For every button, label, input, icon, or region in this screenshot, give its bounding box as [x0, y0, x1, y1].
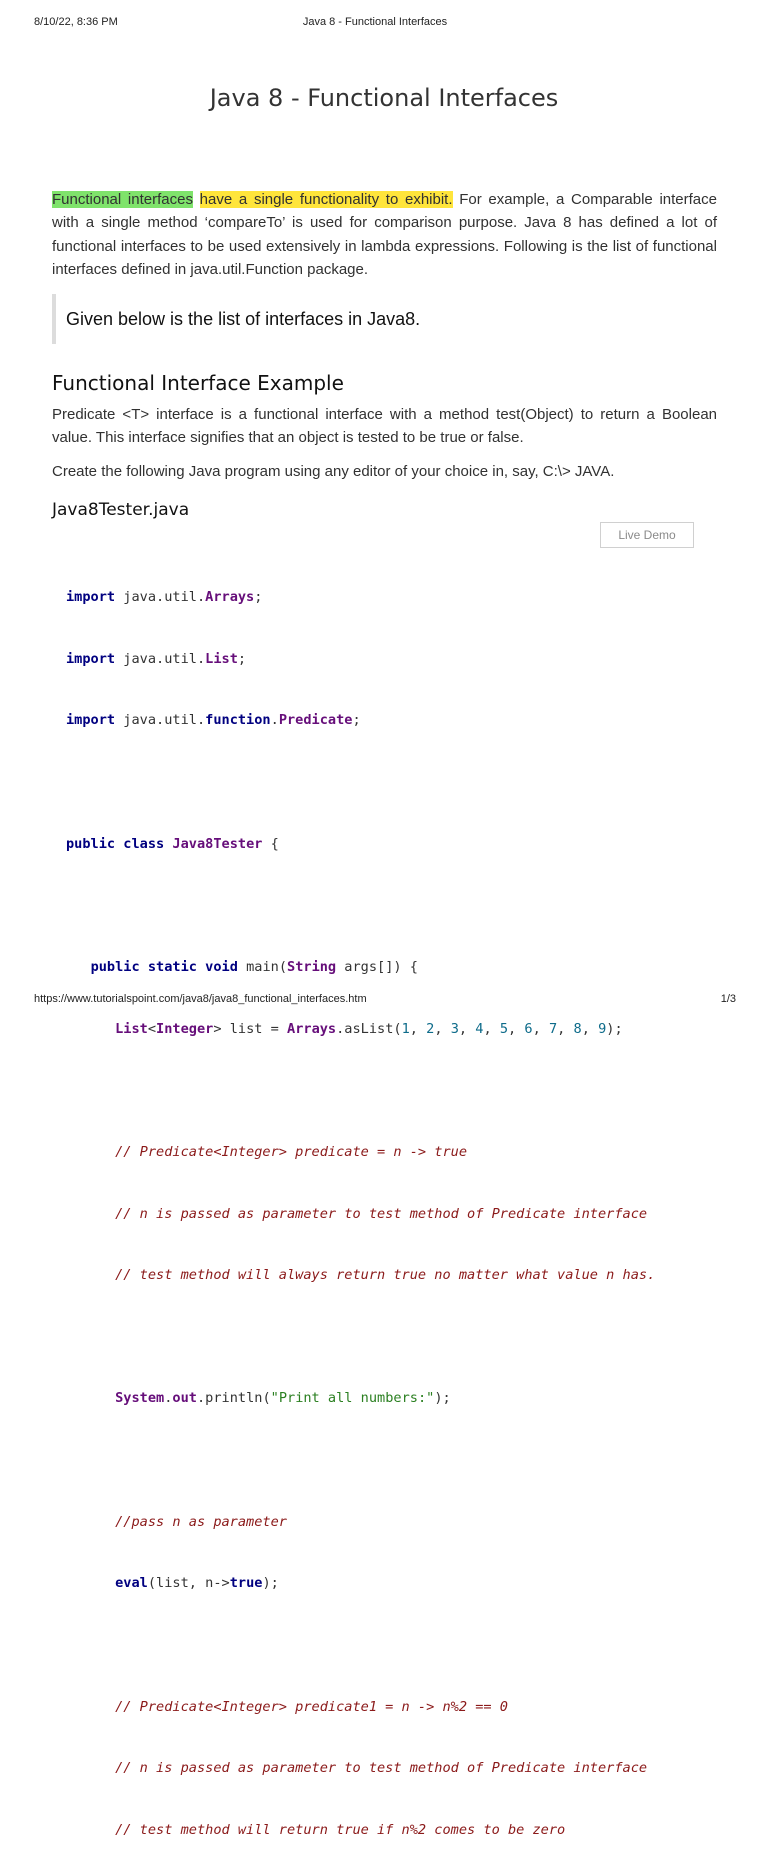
- code-token: function: [205, 712, 271, 729]
- print-title: Java 8 - Functional Interfaces: [302, 16, 448, 28]
- code-token: ,: [557, 1020, 574, 1037]
- code-token: 1: [401, 1020, 410, 1037]
- code-token: public: [66, 835, 116, 852]
- code-line: [66, 1388, 746, 1409]
- code-token: [66, 1021, 115, 1037]
- instruction-paragraph: Create the following Java program using any editor of your choice in, say, C:\> JAVA.: [52, 463, 615, 480]
- code-token: ,: [434, 1020, 451, 1037]
- print-url: https://www.tutorialspoint.com/java8/java8_functional_interfaces.htm: [34, 993, 367, 1005]
- code-token: out: [172, 1390, 197, 1407]
- code-token: [197, 959, 205, 975]
- code-token: System: [115, 1390, 165, 1407]
- code-block: [66, 546, 746, 1861]
- highlight-yellow: have a single functionality to exhibit.: [199, 191, 453, 208]
- code-token: 3: [450, 1020, 459, 1037]
- code-token: //pass n as parameter: [115, 1513, 287, 1530]
- code-token: Arrays: [287, 1020, 337, 1037]
- code-line: [66, 1204, 746, 1225]
- code-token: ;: [254, 589, 263, 606]
- code-line: [66, 1265, 746, 1286]
- code-token: 7: [548, 1020, 558, 1037]
- code-token: ,: [581, 1020, 599, 1037]
- code-token: Integer: [156, 1020, 214, 1037]
- intro-paragraph: [52, 188, 717, 281]
- code-line: [66, 1758, 746, 1779]
- code-token: // Predicate<Integer> predicate1 = n -> n%2 == 0: [115, 1698, 508, 1715]
- code-line: [66, 1697, 746, 1718]
- code-token: [140, 959, 148, 975]
- code-token: 6: [524, 1020, 533, 1037]
- intro-rest: For example, a Comparable interface with a single method ‘compareTo’ is used for comparison purpose. Java 8 has defined a lot of functional interfaces to be used extensively in lambda expressions. Following is the list of functional interfaces defined in java.util.Function package.: [52, 191, 717, 278]
- code-token: 8: [573, 1020, 582, 1037]
- code-token: .println(: [196, 1390, 271, 1407]
- code-token: java.util.: [115, 589, 206, 606]
- code-token: 2: [426, 1020, 435, 1037]
- code-token: // test method will return true if n%2 comes to be zero: [115, 1821, 566, 1838]
- code-token: List: [115, 1020, 148, 1037]
- code-token: void: [205, 958, 238, 975]
- print-header: [34, 16, 716, 28]
- code-token: args[]) {: [336, 958, 418, 975]
- code-token: ,: [483, 1020, 500, 1037]
- code-token: > list =: [213, 1020, 288, 1037]
- blockquote: [52, 294, 717, 344]
- code-token: static: [147, 958, 197, 975]
- code-line: [66, 1019, 746, 1040]
- code-line: [66, 895, 746, 916]
- code-token: [66, 1760, 115, 1776]
- code-token: );: [262, 1575, 279, 1592]
- code-token: [66, 1822, 115, 1838]
- code-token: String: [287, 958, 337, 975]
- code-token: Arrays: [205, 589, 255, 606]
- page-title: Java 8 - Functional Interfaces: [209, 84, 559, 112]
- code-line: [66, 1512, 746, 1533]
- intro-space: [193, 191, 200, 208]
- code-token: import: [66, 589, 116, 606]
- code-token: );: [606, 1020, 623, 1037]
- code-token: public: [90, 958, 140, 975]
- code-token: eval: [115, 1575, 148, 1592]
- code-token: ,: [508, 1020, 525, 1037]
- code-token: 9: [598, 1020, 607, 1037]
- code-token: ;: [237, 650, 247, 667]
- code-token: [66, 1206, 115, 1222]
- code-line: [66, 1142, 746, 1163]
- code-token: 4: [475, 1020, 484, 1037]
- code-token: true: [229, 1575, 263, 1592]
- file-heading: Java8Tester.java: [52, 500, 190, 520]
- code-token: [66, 1390, 115, 1406]
- code-token: (list, n->: [147, 1575, 230, 1592]
- code-token: main(: [237, 958, 288, 975]
- code-token: {: [262, 835, 279, 852]
- highlight-green: Functional interfaces: [52, 191, 193, 208]
- code-token: import: [66, 712, 116, 729]
- code-token: Predicate: [278, 712, 353, 729]
- code-token: // n is passed as parameter to test method of Predicate interface: [115, 1205, 648, 1222]
- code-token: java.util.: [115, 712, 206, 729]
- print-page-number: 1/3: [720, 993, 736, 1005]
- code-token: java.util.: [115, 650, 206, 667]
- code-line: [66, 1635, 746, 1656]
- code-token: .: [270, 712, 279, 729]
- code-line: [66, 1573, 746, 1594]
- print-footer: [34, 993, 736, 1005]
- code-line: [66, 772, 746, 793]
- code-token: [66, 1514, 115, 1530]
- code-token: [66, 1144, 115, 1160]
- code-line: [66, 649, 746, 670]
- code-token: <: [147, 1020, 157, 1037]
- code-token: ,: [532, 1020, 549, 1037]
- code-token: .: [164, 1390, 173, 1407]
- code-token: "Print all numbers:": [270, 1390, 435, 1407]
- code-line: [66, 710, 746, 731]
- code-token: [66, 1699, 115, 1715]
- code-token: // Predicate<Integer> predicate = n -> true: [115, 1143, 468, 1160]
- live-demo-button[interactable]: Live Demo: [600, 522, 694, 548]
- code-line: [66, 1820, 746, 1841]
- code-token: [66, 959, 91, 975]
- predicate-paragraph: Predicate <T> interface is a functional interface with a method test(Object) to return a Boolean value. This interface signifies that an object is tested to be true or false.: [52, 406, 717, 447]
- code-line: [66, 834, 746, 855]
- code-token: List: [205, 650, 238, 667]
- code-token: ,: [409, 1020, 427, 1037]
- code-line: [66, 587, 746, 608]
- code-token: ,: [458, 1020, 476, 1037]
- code-token: // n is passed as parameter to test method of Predicate interface: [115, 1760, 648, 1777]
- code-token: );: [434, 1390, 451, 1407]
- code-token: Java8Tester: [172, 835, 263, 852]
- code-token: [66, 1267, 115, 1283]
- code-token: .asList(: [336, 1020, 402, 1037]
- code-token: // test method will always return true no matter what value n has.: [115, 1267, 656, 1284]
- code-line: [66, 1327, 746, 1348]
- code-token: ;: [352, 712, 361, 729]
- code-line: [66, 957, 746, 978]
- blockquote-text: Given below is the list of interfaces in Java8.: [66, 308, 421, 329]
- code-token: import: [66, 650, 116, 667]
- code-line: [66, 1450, 746, 1471]
- code-line: [66, 1080, 746, 1101]
- section-heading: Functional Interface Example: [52, 371, 344, 395]
- code-token: class: [123, 835, 165, 852]
- code-token: 5: [499, 1020, 509, 1037]
- print-datetime: 8/10/22, 8:36 PM: [34, 16, 118, 28]
- code-token: [66, 1575, 115, 1591]
